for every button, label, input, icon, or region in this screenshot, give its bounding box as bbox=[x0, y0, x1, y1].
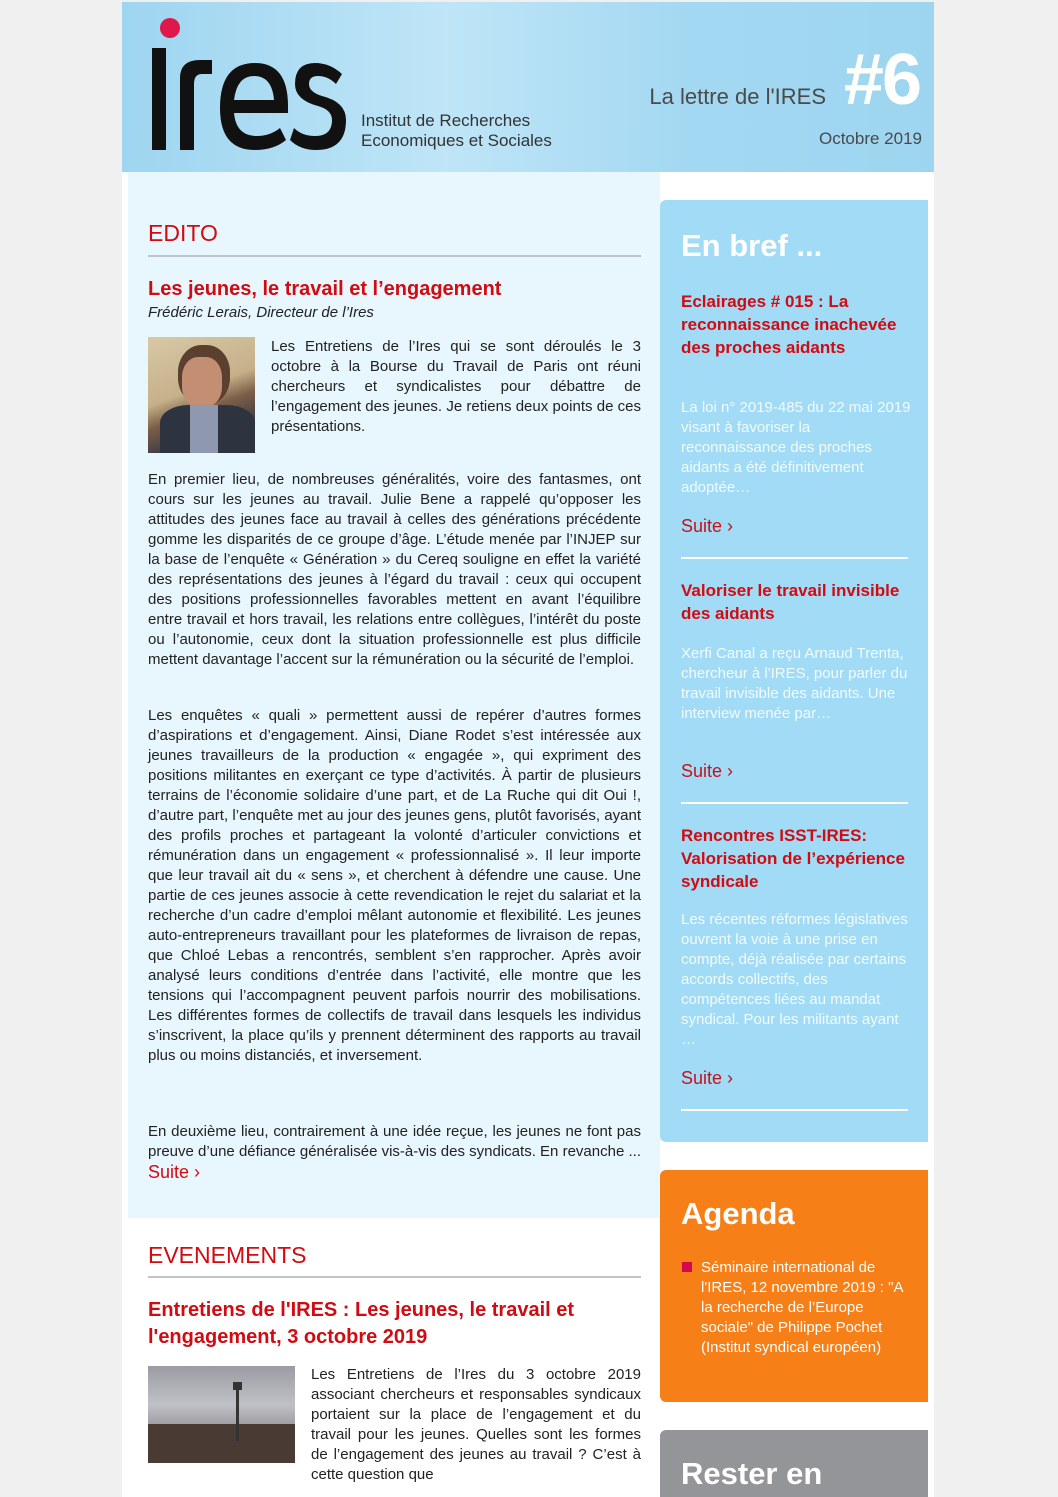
evenement-text: Les Entretiens de l’Ires du 3 octobre 2019 associant chercheurs et responsables syndicaux portaient sur la place de l’engagement et du travail pour les jeunes. Quelles sont les formes de l’engagement des jeunes au travail ? C’est à cette question que bbox=[311, 1366, 641, 1483]
en-bref-panel bbox=[660, 200, 928, 1142]
divider bbox=[681, 1109, 908, 1111]
edito-paragraph-3 bbox=[148, 1122, 641, 1184]
edito-paragraph-3-text: En deuxième lieu, contrairement à une idée reçue, les jeunes ne font pas preuve d’une défiance généralisée vis-à-vis des syndicats. En revanche ... bbox=[148, 1123, 641, 1160]
bref-item-text: Les récentes réformes législatives ouvrent la voie à une prise en compte, déjà réalisée par certains accords collectifs, des compétences liées au mandat syndical. Pour les militants ayant … bbox=[681, 911, 908, 1048]
evenement-title[interactable]: Entretiens de l'IRES : Les jeunes, le travail et l'engagement, 3 octobre 2019 bbox=[148, 1299, 575, 1348]
edito-intro: Les Entretiens de l’Ires qui se sont déroulés le 3 octobre à la Bourse du Travail de Paris ont réuni chercheurs et syndicalistes pour débattre de l’engagement des jeunes. Je retiens deux points de ces présentations. bbox=[271, 338, 641, 435]
en-bref-title: En bref ... bbox=[681, 228, 823, 263]
event-photo bbox=[148, 1366, 295, 1463]
institute-line2: Economiques et Sociales bbox=[361, 131, 552, 150]
edito-title[interactable]: Les jeunes, le travail et l’engagement bbox=[148, 278, 502, 300]
divider bbox=[148, 1276, 641, 1278]
bref-item-text: La loi n° 2019-485 du 22 mai 2019 visant à favoriser la reconnaissance des proches aidants a été définitivement adoptée… bbox=[681, 399, 911, 496]
agenda-panel bbox=[660, 1170, 928, 1402]
edito-author: Frédéric Lerais, Directeur de l’Ires bbox=[148, 304, 374, 321]
author-photo bbox=[148, 337, 255, 453]
rester-title: Rester en bbox=[681, 1456, 823, 1491]
bref-item-title[interactable]: Eclairages # 015 : La reconnaissance inachevée des proches aidants bbox=[681, 292, 897, 357]
issue-number: #6 bbox=[843, 40, 920, 120]
rester-en-contact-panel bbox=[660, 1430, 928, 1497]
edito-suite-link[interactable]: Suite › bbox=[148, 1162, 201, 1182]
edito-paragraph-1: En premier lieu, de nombreuses généralités, voire des fantasmes, ont cours sur les jeunes au travail. Julie Bene a rappelé qu’opposer les attitudes des jeunes face au travail à celles des générations précédente gomme les disparités de ce groupe d’âge. L’étude menée par l’INJEP sur la base de l’enquête « Génération » du Cereq souligne en effet la variété des représentations des jeunes à l’égard du travail : ceux qui occupent des positions professionnelles favorables mettent en avant l’équilibre entre travail et hors travail, les relations entre collègues, l’intérêt du poste ou l’autonomie, ceux dont la situation professionnelle est plus difficile mettent davantage l’accent sur la rémunération ou la sécurité de l’emploi. bbox=[148, 471, 641, 668]
bref-suite-link[interactable]: Suite › bbox=[681, 761, 734, 781]
bref-item-title[interactable]: Rencontres ISST-IRES: Valorisation de l’expérience syndicale bbox=[681, 826, 905, 891]
edito-paragraph-2: Les enquêtes « quali » permettent aussi de repérer d’autres formes d’aspirations et d’engagement. Ainsi, Diane Rodet s’est intéressée aux jeunes travailleurs de la production « engagée », qui expriment des positions militantes en exerçant ce type d’activités. À partir de plusieurs terrains de l’économie solidaire d’une part, et de La Ruche qui dit Oui !, d’autre part, l’enquête met au jour des jeunes gens, plutôt favorisés, ayant des profils proches et partageant la volonté d’articuler convictions et rémunération dans un engagement « professionnalisé ». Il leur importe que leur travail ait du « sens », et cherchent à défendre une cause. Une partie de ces jeunes associe à cette revendication le rejet du salariat et la recherche d’un cadre d’emploi mêlant autonomie et flexibilité. Les jeunes auto-entrepreneurs travaillant pour les plateformes de livraison de repas, que Chloé Lebas a rencontrés, semblent s’en rapprocher. Après avoir analysé leurs conditions d’entrée dans l’activité, elle montre que les tensions qui l’accompagnent peuvent parfois nourrir des mobilisations. Les différentes formes de collectifs de travail dans lesquels les individus s’inscrivent, la place qu’ils y prennent déterminent des rapports au travail plus ou moins distanciés, et inversement. bbox=[148, 707, 641, 1064]
divider bbox=[148, 255, 641, 257]
bref-item-text: Xerfi Canal a reçu Arnaud Trenta, chercheur à l'IRES, pour parler du travail invisible des aidants. Une interview menée par… bbox=[681, 645, 908, 722]
agenda-title: Agenda bbox=[681, 1196, 795, 1231]
divider bbox=[681, 802, 908, 804]
divider bbox=[681, 557, 908, 559]
section-title-evenements: EVENEMENTS bbox=[148, 1242, 307, 1268]
bref-item-title[interactable]: Valoriser le travail invisible des aidants bbox=[681, 581, 900, 623]
bref-suite-link[interactable]: Suite › bbox=[681, 1068, 734, 1088]
institute-line1: Institut de Recherches bbox=[361, 111, 531, 130]
square-bullet-icon bbox=[682, 1262, 692, 1272]
bref-suite-link[interactable]: Suite › bbox=[681, 516, 734, 536]
section-title-edito: EDITO bbox=[148, 220, 218, 246]
agenda-item[interactable]: Séminaire international de l'IRES, 12 novembre 2019 : "A la recherche de l’Europe sociale" de Philippe Pochet (Institut syndical européen) bbox=[701, 1259, 903, 1356]
newsletter-label: La lettre de l'IRES bbox=[649, 84, 826, 109]
issue-date: Octobre 2019 bbox=[818, 129, 922, 148]
header-right bbox=[122, 2, 934, 172]
